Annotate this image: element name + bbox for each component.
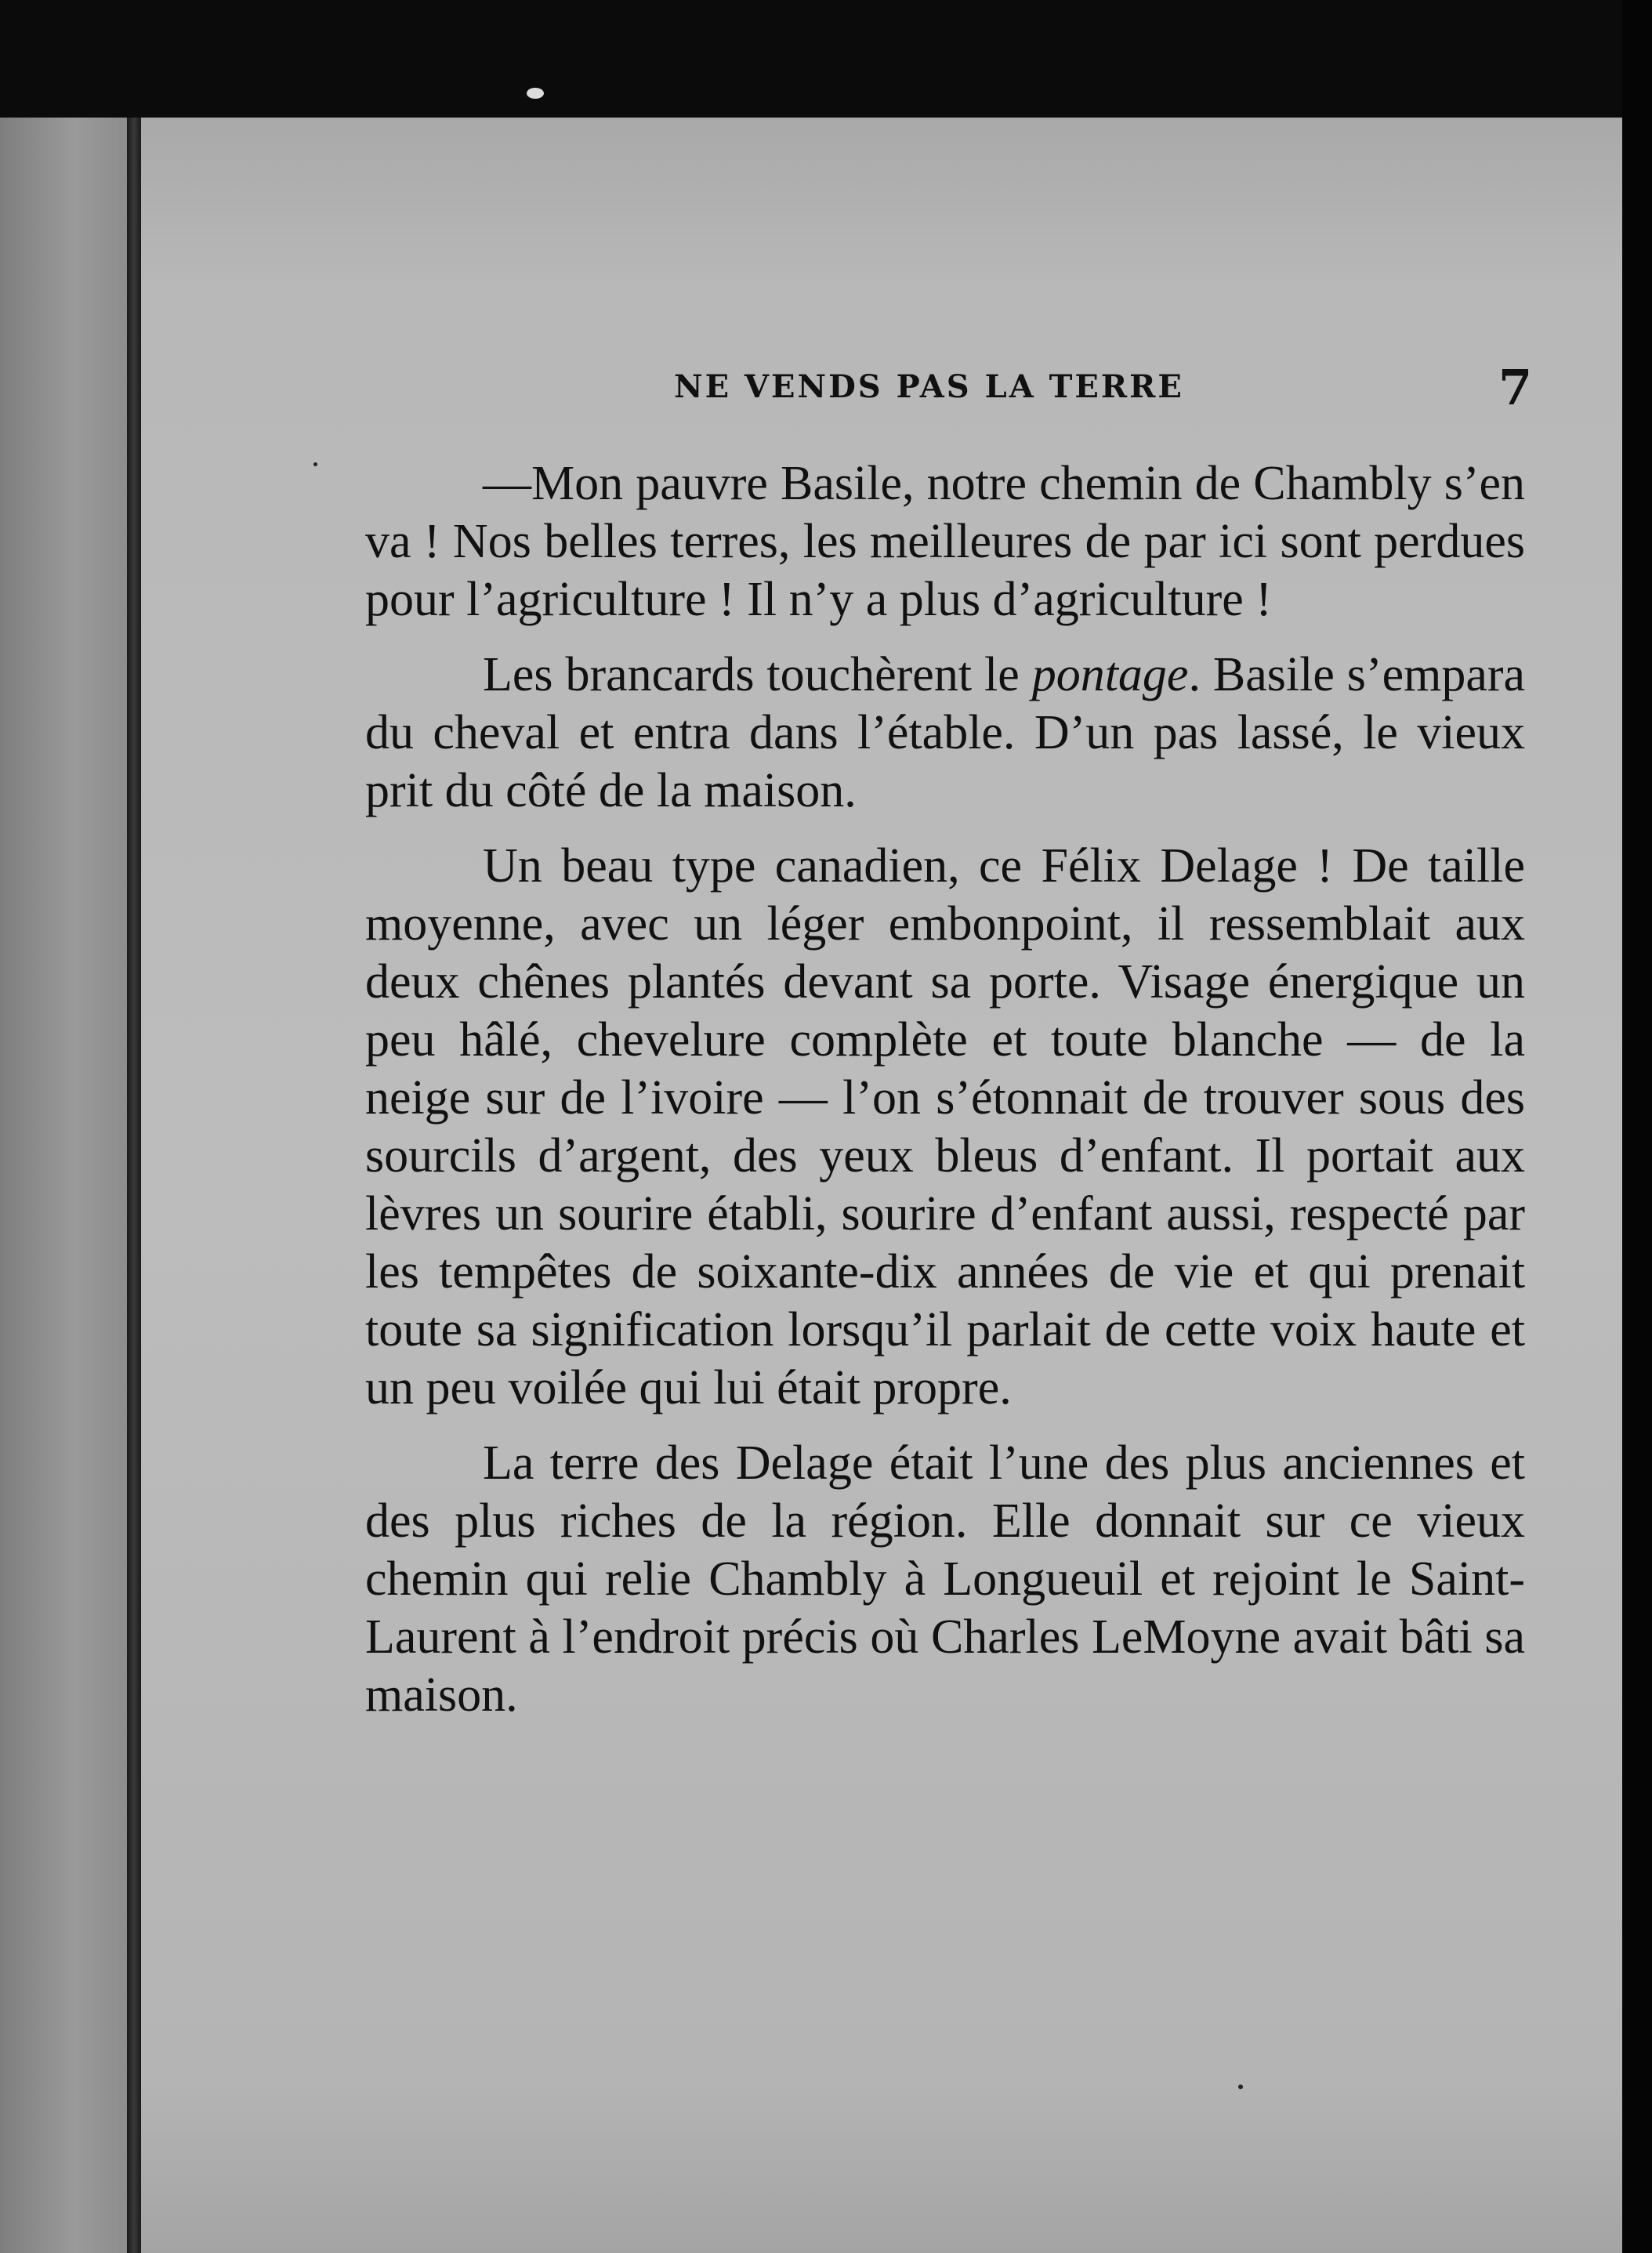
scan-speck (527, 88, 544, 99)
facing-page-edge (0, 118, 137, 2253)
paragraph-4: La terre des Delage était l’une des plus anciennes et des plus riches de la région. Elle donnait sur ce vieux chemin qui relie Chambly à Longueuil et rejoint le Saint-Laurent à l’endroit précis où Charles LeMoyne avait bâti sa maison. (365, 1436, 1525, 1722)
running-title: NE VENDS PAS LA TERRE (674, 368, 1184, 405)
italic-word-pontage: pontage (1031, 648, 1189, 701)
paragraph-2-end: . Basile s’empara du cheval et entra dans l’étable. D’un pas lassé, le vieux prit du côté de la maison. (365, 648, 1525, 817)
paragraph-2 (365, 646, 1525, 820)
page-body (365, 455, 1525, 1741)
paragraph-1: —Mon pauvre Basile, notre chemin de Chambly s’en va ! Nos belles terres, les meilleures de par ici sont perdues pour l’agriculture ! Il n’y a plus d’agriculture ! (365, 457, 1525, 626)
book-gutter (127, 118, 141, 2253)
page-number: 7 (1498, 359, 1533, 416)
scan-speck (1238, 2085, 1243, 2089)
scan-border-right (1622, 0, 1652, 2253)
paragraph-2-start: Les brancards touchèrent le (483, 648, 1032, 701)
paragraph-3: Un beau type canadien, ce Félix Delage ! De taille moyenne, avec un léger embonpoint, il ressemblait aux deux chênes plantés devant sa porte. Visage énergique un peu hâlé, chevelure complète et toute blanche — de la neige sur de l’ivoire — l’on s’étonnait de trouver sous des sourcils d’argent, des yeux bleus d’enfant. Il portait aux lèvres un sourire établi, sourire d’enfant aussi, respecté par les tempêtes de soixante-dix années de vie et qui prenait toute sa signification lorsqu’il parlait de cette voix haute et un peu voilée qui lui était propre. (365, 839, 1525, 1414)
scan-speck (313, 462, 317, 466)
